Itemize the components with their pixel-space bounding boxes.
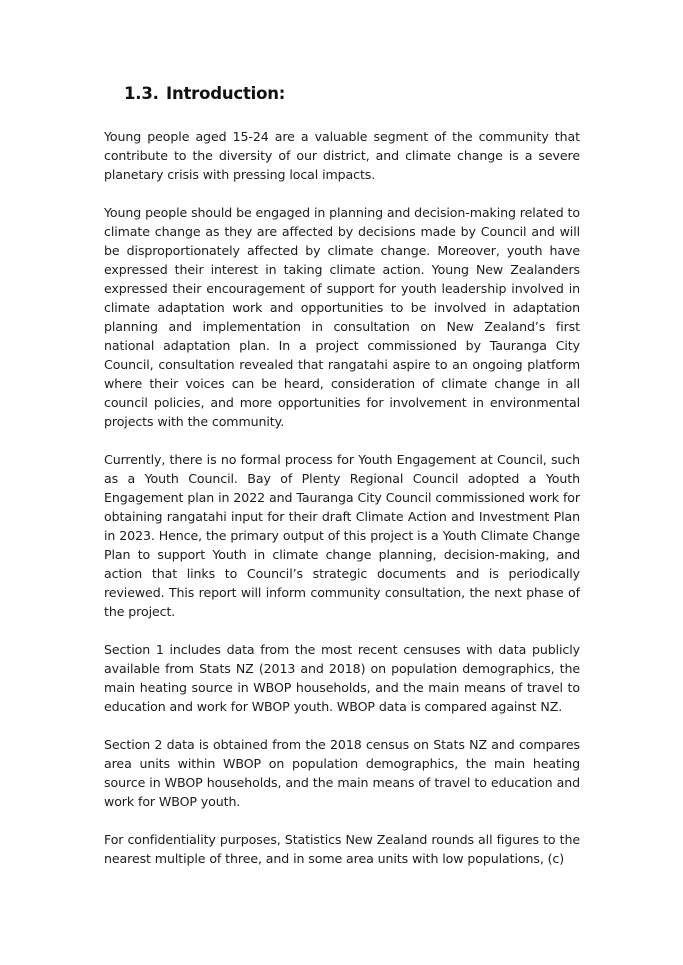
section-heading [124, 84, 285, 103]
paragraph-youth-value: Young people aged 15-24 are a valuable segment of the community that contribute to the diversity of our district, and climate change is a severe planetary crisis with pressing local impacts. [104, 129, 580, 182]
paragraph-current-process: Currently, there is no formal process for Youth Engagement at Council, such as a Youth Council. Bay of Plenty Regional Council adopted a Youth Engagement plan in 2022 and Tauranga City Council commissioned work for obtaining rangatahi input for their draft Climate Action and Investment Plan in 2023. Hence, the primary output of this project is a Youth Climate Change Plan to support Youth in climate change planning, decision-making, and action that links to Council’s strategic documents and is periodically reviewed. This report will inform community consultation, the next phase of the project. [104, 452, 580, 619]
section-title: Introduction: [166, 84, 286, 103]
body-text [104, 127, 580, 868]
paragraph-section-1: Section 1 includes data from the most recent censuses with data publicly available from Stats NZ (2013 and 2018) on population demographics, the main heating source in WBOP households, and the main means of travel to education and work for WBOP youth. WBOP data is compared against NZ. [104, 642, 580, 714]
section-number: 1.3. [124, 84, 159, 103]
paragraph-confidentiality: For confidentiality purposes, Statistics New Zealand rounds all figures to the nearest multiple of three, and in some area units with low populations, (c) [104, 832, 580, 866]
paragraph-youth-engagement: Young people should be engaged in planning and decision-making related to climate change as they are affected by decisions made by Council and will be disproportionately affected by climate change. Moreover, youth have expressed their interest in taking climate action. Young New Zealanders expressed their encouragement of support for youth leadership involved in climate adaptation work and opportunities to be involved in adaptation planning and implementation in consultation on New Zealand’s first national adaptation plan. In a project commissioned by Tauranga City Council, consultation revealed that rangatahi aspire to an ongoing platform where their voices can be heard, consideration of climate change in all council policies, and more opportunities for involvement in environmental projects with the community. [104, 205, 580, 429]
paragraph-section-2: Section 2 data is obtained from the 2018 census on Stats NZ and compares area units within WBOP on population demographics, the main heating source in WBOP households, and the main means of travel to education and work for WBOP youth. [104, 737, 580, 809]
